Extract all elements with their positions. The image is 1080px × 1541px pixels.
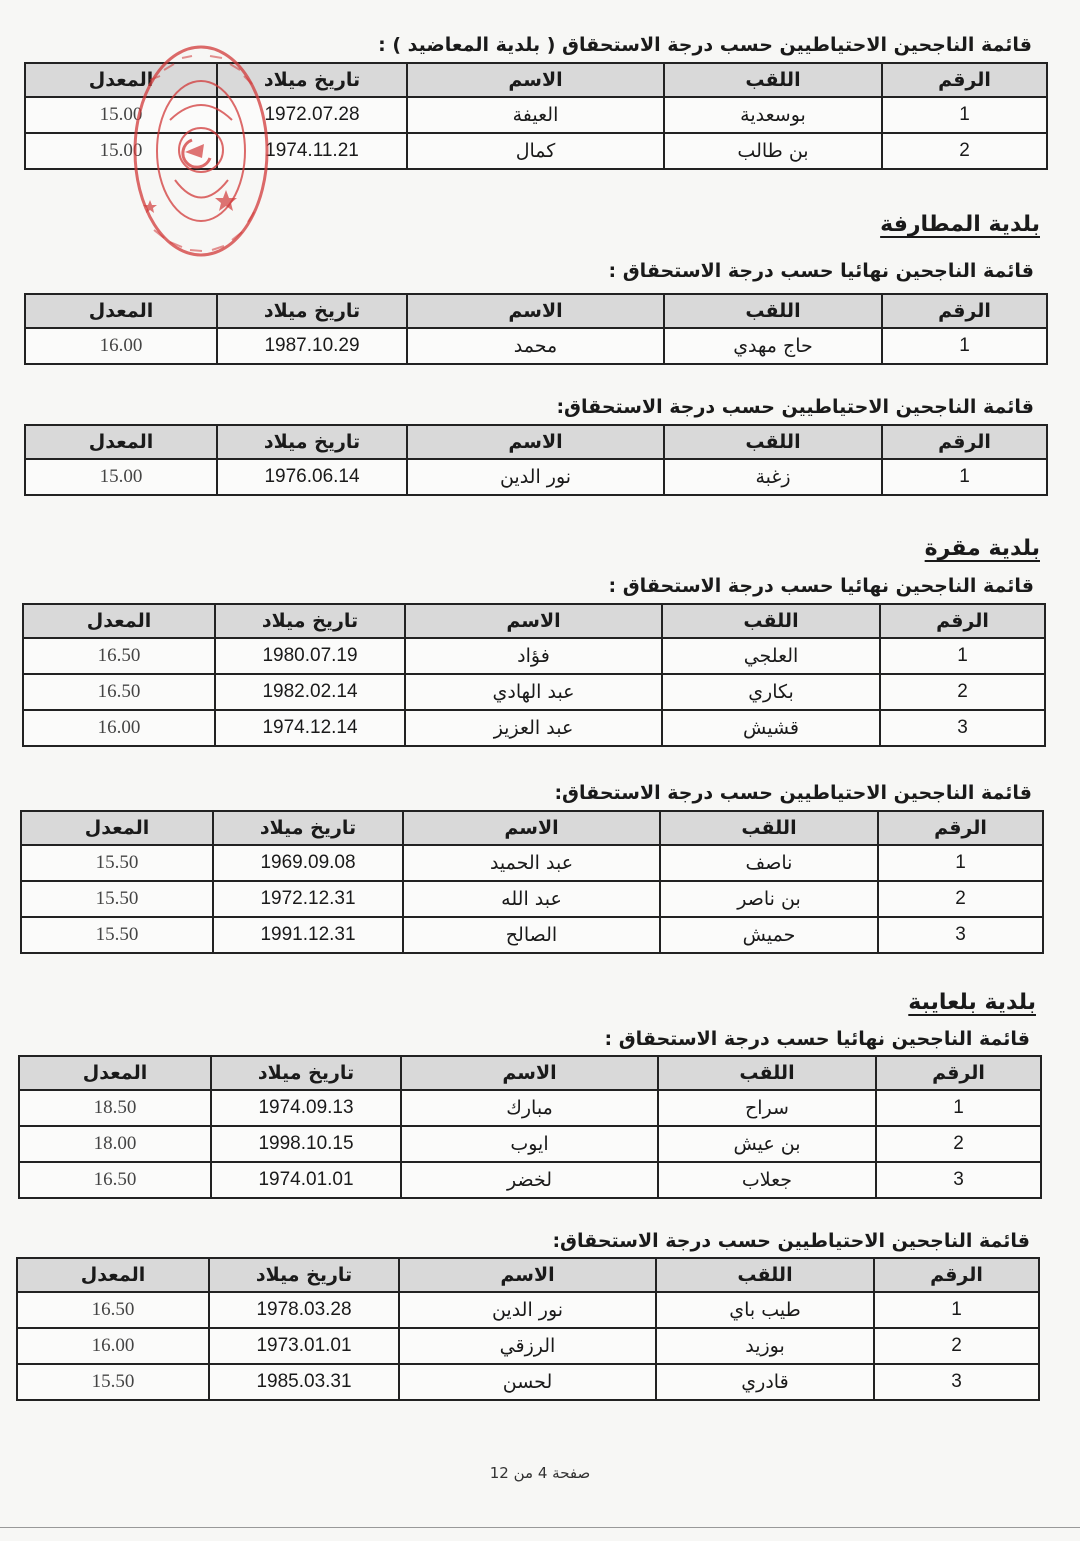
cell-dob: 1974.09.13 — [211, 1090, 401, 1126]
cell-surname: ناصف — [660, 845, 878, 881]
cell-number: 3 — [880, 710, 1045, 746]
cell-dob: 1982.02.14 — [215, 674, 405, 710]
cell-name: الرزقي — [399, 1328, 656, 1364]
cell-average: 15.50 — [21, 881, 213, 917]
cell-name: لخضر — [401, 1162, 658, 1198]
table-header-row — [23, 604, 1045, 638]
table-row — [21, 881, 1043, 917]
cell-surname: سراح — [658, 1090, 876, 1126]
header-number: الرقم — [882, 63, 1047, 97]
cell-surname: قشيش — [662, 710, 880, 746]
header-surname: اللقب — [658, 1056, 876, 1090]
header-surname: اللقب — [664, 425, 882, 459]
cell-number: 2 — [874, 1328, 1039, 1364]
results-table — [24, 293, 1048, 365]
header-name: الاسم — [399, 1258, 656, 1292]
cell-average: 15.50 — [21, 845, 213, 881]
header-number: الرقم — [876, 1056, 1041, 1090]
cell-number: 1 — [882, 459, 1047, 495]
table-row — [17, 1292, 1039, 1328]
cell-average: 16.50 — [23, 638, 215, 674]
header-name: الاسم — [407, 425, 664, 459]
table-row — [23, 710, 1045, 746]
bottom-divider — [0, 1527, 1080, 1528]
cell-name: عبد الهادي — [405, 674, 662, 710]
header-average: المعدل — [25, 63, 217, 97]
cell-surname: قادري — [656, 1364, 874, 1400]
cell-dob: 1991.12.31 — [213, 917, 403, 953]
cell-number: 3 — [876, 1162, 1041, 1198]
cell-surname: العلجي — [662, 638, 880, 674]
cell-name: الصالح — [403, 917, 660, 953]
cell-surname: بوزيد — [656, 1328, 874, 1364]
cell-name: ايوب — [401, 1126, 658, 1162]
cell-surname: بن ناصر — [660, 881, 878, 917]
cell-average: 15.00 — [25, 133, 217, 169]
header-dob: تاريخ ميلاد — [215, 604, 405, 638]
header-name: الاسم — [407, 294, 664, 328]
cell-surname: حميش — [660, 917, 878, 953]
cell-number: 1 — [882, 328, 1047, 364]
section-caption: قائمة الناجحين الاحتياطيين حسب درجة الاستحقاق: — [556, 396, 1034, 418]
header-surname: اللقب — [662, 604, 880, 638]
cell-average: 16.50 — [17, 1292, 209, 1328]
cell-name: عبد الله — [403, 881, 660, 917]
cell-dob: 1973.01.01 — [209, 1328, 399, 1364]
cell-name: عبد الحميد — [403, 845, 660, 881]
cell-number: 1 — [882, 97, 1047, 133]
cell-surname: بن طالب — [664, 133, 882, 169]
header-average: المعدل — [23, 604, 215, 638]
header-surname: اللقب — [664, 63, 882, 97]
cell-average: 15.00 — [25, 459, 217, 495]
header-dob: تاريخ ميلاد — [213, 811, 403, 845]
cell-average: 15.00 — [25, 97, 217, 133]
cell-surname: زغبة — [664, 459, 882, 495]
table-row — [17, 1328, 1039, 1364]
section-caption: قائمة الناجحين نهائيا حسب درجة الاستحقاق : — [604, 1028, 1030, 1050]
header-number: الرقم — [882, 294, 1047, 328]
header-name: الاسم — [405, 604, 662, 638]
results-table — [18, 1055, 1042, 1199]
table-row — [19, 1162, 1041, 1198]
header-surname: اللقب — [664, 294, 882, 328]
cell-dob: 1974.11.21 — [217, 133, 407, 169]
cell-number: 2 — [878, 881, 1043, 917]
results-table — [20, 810, 1044, 954]
header-surname: اللقب — [660, 811, 878, 845]
cell-dob: 1972.12.31 — [213, 881, 403, 917]
cell-dob: 1978.03.28 — [209, 1292, 399, 1328]
header-number: الرقم — [878, 811, 1043, 845]
header-average: المعدل — [17, 1258, 209, 1292]
cell-dob: 1980.07.19 — [215, 638, 405, 674]
cell-name: نور الدين — [407, 459, 664, 495]
cell-surname: بن عيش — [658, 1126, 876, 1162]
section-caption: قائمة الناجحين نهائيا حسب درجة الاستحقاق : — [608, 260, 1034, 282]
cell-dob: 1974.12.14 — [215, 710, 405, 746]
results-table — [22, 603, 1046, 747]
cell-average: 16.50 — [23, 674, 215, 710]
cell-number: 1 — [876, 1090, 1041, 1126]
cell-name: فؤاد — [405, 638, 662, 674]
header-average: المعدل — [25, 425, 217, 459]
section-heading: بلدية بلعايبة — [908, 990, 1036, 1015]
section-caption: قائمة الناجحين نهائيا حسب درجة الاستحقاق : — [608, 575, 1034, 597]
cell-surname: بكاري — [662, 674, 880, 710]
table-header-row — [17, 1258, 1039, 1292]
header-average: المعدل — [19, 1056, 211, 1090]
cell-name: مبارك — [401, 1090, 658, 1126]
cell-number: 2 — [876, 1126, 1041, 1162]
cell-name: محمد — [407, 328, 664, 364]
cell-number: 1 — [878, 845, 1043, 881]
cell-dob: 1969.09.08 — [213, 845, 403, 881]
table-row — [19, 1090, 1041, 1126]
cell-average: 15.50 — [21, 917, 213, 953]
header-number: الرقم — [874, 1258, 1039, 1292]
header-dob: تاريخ ميلاد — [209, 1258, 399, 1292]
header-name: الاسم — [403, 811, 660, 845]
header-name: الاسم — [407, 63, 664, 97]
header-dob: تاريخ ميلاد — [217, 294, 407, 328]
cell-name: كمال — [407, 133, 664, 169]
cell-dob: 1985.03.31 — [209, 1364, 399, 1400]
table-row — [23, 638, 1045, 674]
header-average: المعدل — [25, 294, 217, 328]
header-dob: تاريخ ميلاد — [217, 425, 407, 459]
cell-dob: 1972.07.28 — [217, 97, 407, 133]
table-row — [21, 917, 1043, 953]
header-surname: اللقب — [656, 1258, 874, 1292]
cell-number: 2 — [880, 674, 1045, 710]
page-number: صفحة 4 من 12 — [489, 1464, 591, 1482]
header-dob: تاريخ ميلاد — [211, 1056, 401, 1090]
cell-average: 18.50 — [19, 1090, 211, 1126]
header-name: الاسم — [401, 1056, 658, 1090]
cell-number: 1 — [880, 638, 1045, 674]
cell-surname: جعلاب — [658, 1162, 876, 1198]
section-caption: قائمة الناجحين الاحتياطيين حسب درجة الاستحقاق: — [552, 1230, 1030, 1252]
section-heading: بلدية المطارفة — [880, 212, 1040, 237]
table-row — [17, 1364, 1039, 1400]
header-dob: تاريخ ميلاد — [217, 63, 407, 97]
header-number: الرقم — [882, 425, 1047, 459]
cell-surname: طيب باي — [656, 1292, 874, 1328]
cell-number: 2 — [882, 133, 1047, 169]
cell-name: عبد العزيز — [405, 710, 662, 746]
section-caption: قائمة الناجحين الاحتياطيين حسب درجة الاستحقاق ( بلدية المعاضيد ) : — [378, 34, 1032, 56]
cell-average: 16.00 — [23, 710, 215, 746]
results-table — [24, 424, 1048, 496]
cell-average: 16.50 — [19, 1162, 211, 1198]
cell-surname: حاج مهدي — [664, 328, 882, 364]
cell-number: 3 — [878, 917, 1043, 953]
cell-dob: 1974.01.01 — [211, 1162, 401, 1198]
cell-average: 15.50 — [17, 1364, 209, 1400]
table-header-row — [25, 294, 1047, 328]
cell-number: 1 — [874, 1292, 1039, 1328]
cell-name: العيفة — [407, 97, 664, 133]
table-row — [25, 459, 1047, 495]
table-header-row — [25, 425, 1047, 459]
header-number: الرقم — [880, 604, 1045, 638]
table-header-row — [21, 811, 1043, 845]
table-header-row — [19, 1056, 1041, 1090]
table-row — [23, 674, 1045, 710]
cell-dob: 1976.06.14 — [217, 459, 407, 495]
cell-number: 3 — [874, 1364, 1039, 1400]
cell-average: 18.00 — [19, 1126, 211, 1162]
header-average: المعدل — [21, 811, 213, 845]
cell-dob: 1998.10.15 — [211, 1126, 401, 1162]
section-caption: قائمة الناجحين الاحتياطيين حسب درجة الاستحقاق: — [554, 782, 1032, 804]
cell-surname: بوسعدية — [664, 97, 882, 133]
cell-name: نور الدين — [399, 1292, 656, 1328]
cell-dob: 1987.10.29 — [217, 328, 407, 364]
section-heading: بلدية مقرة — [924, 536, 1040, 561]
results-table — [16, 1257, 1040, 1401]
table-row — [25, 328, 1047, 364]
cell-average: 16.00 — [17, 1328, 209, 1364]
table-row — [19, 1126, 1041, 1162]
table-row — [21, 845, 1043, 881]
cell-name: لحسن — [399, 1364, 656, 1400]
official-stamp-icon — [130, 40, 272, 262]
cell-average: 16.00 — [25, 328, 217, 364]
